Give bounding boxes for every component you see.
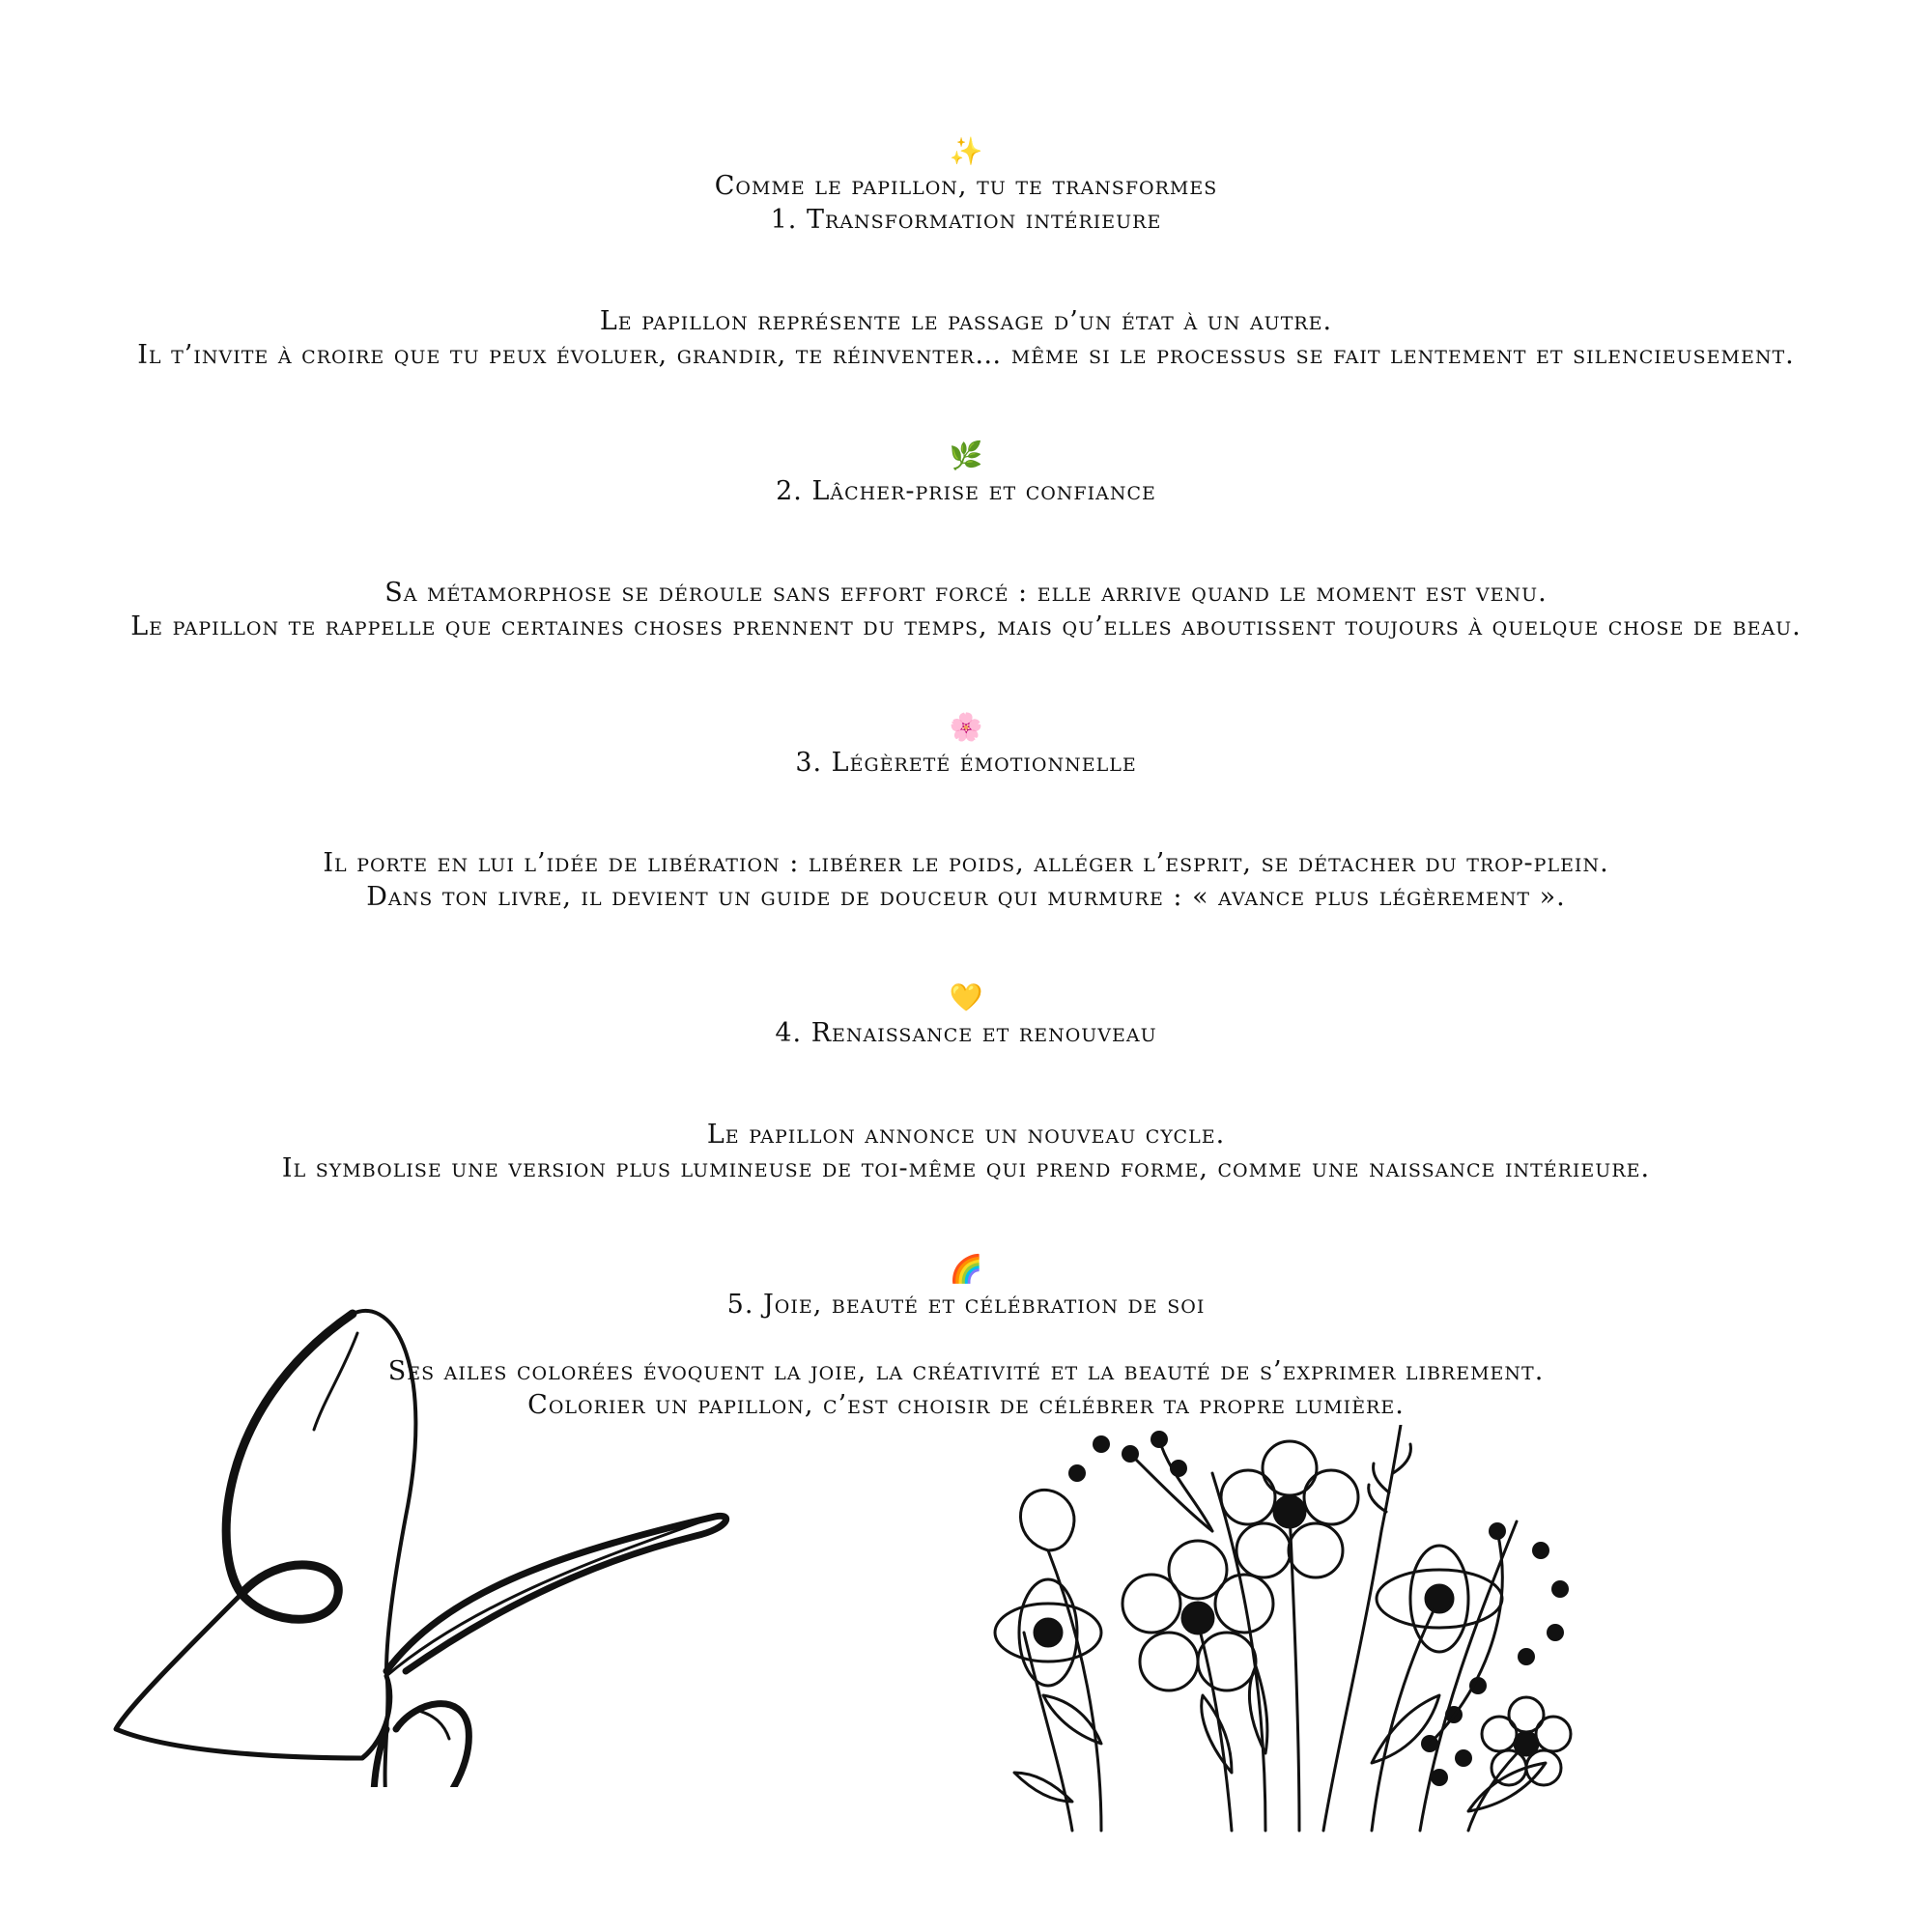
section-4-line-1: Le papillon annonce un nouveau cycle.: [706, 1120, 1226, 1150]
page-title: Comme le papillon, tu te transformes: [714, 171, 1218, 201]
section-2-heading: 2. Lâcher-prise et confiance: [776, 476, 1156, 506]
section-5-line-2: Colorier un papillon, c’est choisir de célébrer ta propre lumière.: [527, 1390, 1405, 1420]
section-4-heading: 4. Renaissance et renouveau: [775, 1018, 1157, 1048]
sparkles-icon: ✨: [949, 135, 983, 167]
section-3-line-2: Dans ton livre, il devient un guide de douceur qui murmure : « avance plus légèrement ».: [366, 882, 1566, 912]
rainbow-icon: 🌈: [949, 1253, 983, 1285]
section-5-line-1: Ses ailes colorées évoquent la joie, la créativité et la beauté de s’exprimer librement.: [387, 1356, 1545, 1386]
herb-icon: 🌿: [949, 440, 983, 471]
section-5-heading: 5. Joie, beauté et célébration de soi: [726, 1290, 1206, 1320]
section-3-heading: 3. Légèreté émotionnelle: [795, 748, 1137, 778]
yellow-heart-icon: 💛: [949, 981, 983, 1013]
section-1-line-2: Il t’invite à croire que tu peux évoluer, grandir, te réinventer… même si le processus se fait lentement et silencieusement.: [137, 340, 1795, 370]
section-1-line-1: Le papillon représente le passage d’un état à un autre.: [599, 306, 1333, 336]
section-1-heading: 1. Transformation intérieure: [770, 205, 1162, 235]
section-2-line-1: Sa métamorphose se déroule sans effort forcé : elle arrive quand le moment est venu.: [384, 578, 1548, 608]
section-2-line-2: Le papillon te rappelle que certaines choses prennent du temps, mais qu’elles aboutissent toujours à quelque chose de beau.: [130, 611, 1802, 641]
section-4-line-2: Il symbolise une version plus lumineuse de toi-même qui prend forme, comme une naissance intérieure.: [281, 1153, 1651, 1183]
wildflowers-illustration: [976, 1425, 1613, 1840]
cherry-blossom-icon: 🌸: [949, 711, 983, 743]
section-3-line-1: Il porte en lui l’idée de libération : libérer le poids, alléger l’esprit, se détacher du trop-plein.: [323, 848, 1609, 878]
butterfly-illustration: [97, 1188, 734, 1787]
